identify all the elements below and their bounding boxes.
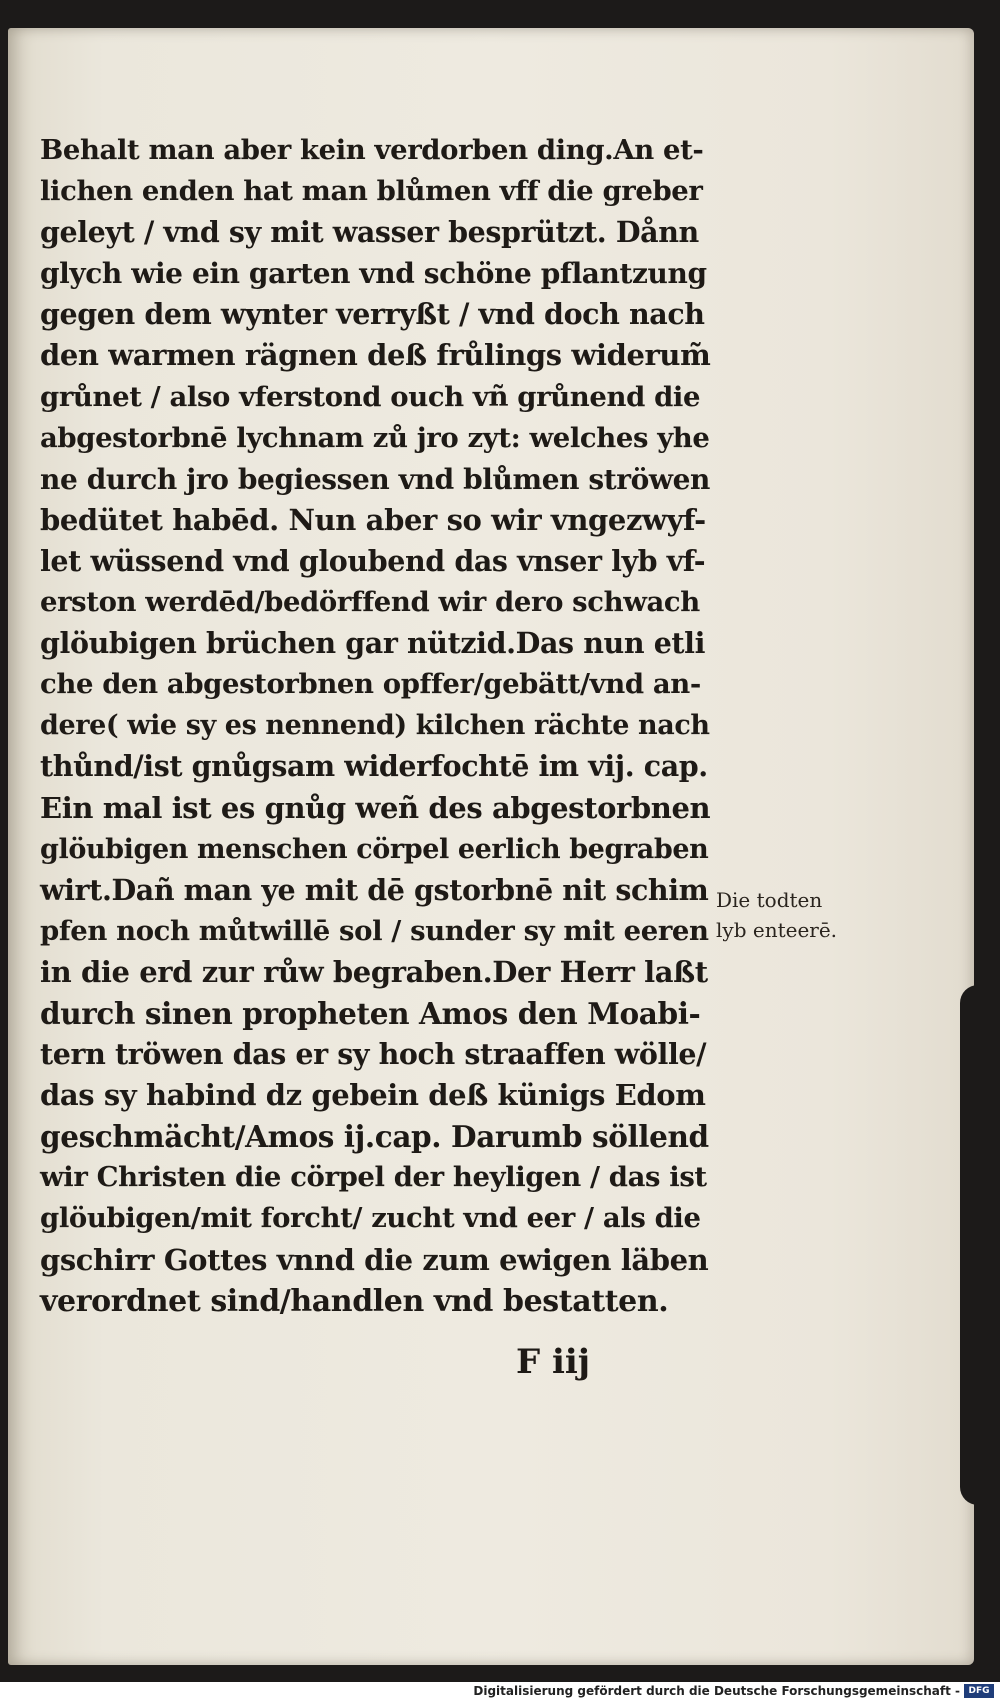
text-line: ne durch jro begiessen vnd blůmen ströwen — [40, 462, 711, 496]
signature-mark: F iij — [516, 1342, 591, 1382]
text-line: verordnet sind/handlen vnd bestatten. — [40, 1283, 669, 1319]
text-line: in die erd zur růw begraben.Der Herr laßt — [40, 954, 708, 989]
footer-bar — [0, 1682, 1000, 1701]
text-line: erston werdēd/bedörffend wir dero schwach — [40, 586, 700, 619]
footer-credit: Digitalisierung gefördert durch die Deutsche Forschungsgemeinschaft - — [473, 1684, 960, 1698]
text-line: tern tröwen das er sy hoch straaffen wölle/ — [40, 1037, 707, 1072]
dfg-logo-icon: DFG — [964, 1684, 994, 1698]
text-line: glych wie ein garten vnd schöne pflantzung — [40, 257, 707, 291]
marginal-note-line: lyb enteerē. — [716, 918, 838, 942]
page-body-text — [40, 130, 710, 1322]
text-line: den warmen rägnen deß frůlings widerum̃ — [40, 338, 711, 373]
text-line: das sy habind dz gebein deß künigs Edom — [40, 1078, 706, 1113]
text-line: geschmächt/Amos ij.cap. Darumb söllend — [40, 1119, 709, 1155]
text-line: thůnd/ist gnůgsam widerfochtē im vij. cap. — [40, 749, 708, 784]
text-line: Ein mal ist es gnůg weñ des abgestorbnen — [40, 790, 711, 825]
text-line: glöubigen/mit forcht/ zucht vnd eer / als die — [40, 1202, 701, 1235]
text-line: wirt.Dañ man ye mit dē gstorbnē nit schim — [40, 872, 709, 907]
text-line: pfen noch můtwillē sol / sunder sy mit eeren — [40, 914, 709, 947]
text-line: abgestorbnē lychnam zů jro zyt: welches yhe — [40, 421, 710, 454]
text-line: grůnet / also vferstond ouch vñ grůnend die — [40, 380, 701, 413]
marginal-note-line: Die todten — [716, 888, 823, 912]
text-line: che den abgestorbnen opffer/gebätt/vnd an- — [40, 668, 701, 701]
text-line: let wüssend vnd gloubend das vnser lyb vf- — [40, 543, 706, 578]
text-line: gegen dem wynter verryßt / vnd doch nach — [40, 297, 705, 332]
text-line: wir Christen die cörpel der heyligen / das ist — [40, 1161, 707, 1194]
text-line: glöubigen brüchen gar nützid.Das nun etli — [40, 626, 706, 661]
text-line: durch sinen propheten Amos den Moabi- — [40, 995, 701, 1031]
marginal-note — [716, 885, 866, 945]
text-line: geleyt / vnd sy mit wasser besprützt. Dånn — [40, 215, 699, 250]
show-through-text — [760, 140, 870, 174]
page-edge-shadow — [960, 985, 1000, 1505]
text-line: glöubigen menschen cörpel eerlich begraben — [40, 833, 709, 865]
text-line: dere( wie sy es nennend) kilchen rächte nach — [40, 710, 710, 742]
text-line: gschirr Gottes vnnd die zum ewigen läben — [40, 1242, 709, 1277]
text-line: lichen enden hat man blůmen vff die greber — [40, 175, 703, 208]
text-line: Behalt man aber kein verdorben ding.An et- — [40, 134, 704, 166]
text-line: bedütet habēd. Nun aber so wir vngezwyf- — [40, 502, 706, 537]
